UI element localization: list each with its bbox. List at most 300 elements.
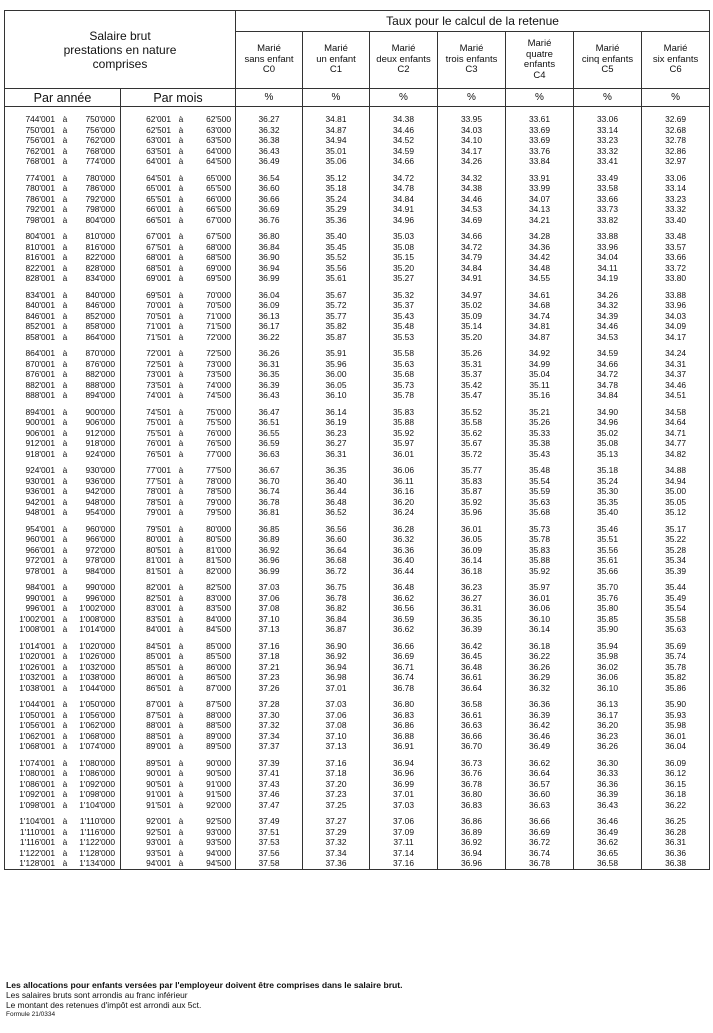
rate-c3: 35.09 (438, 311, 506, 322)
monthly-from: 90'001 (146, 768, 171, 778)
rate-c0: 37.53 (236, 837, 303, 848)
table-row (5, 566, 710, 577)
monthly-to: 82'500 (206, 582, 231, 592)
rate-c5: 34.46 (574, 321, 642, 332)
category-header-c6: Marié six enfants C6 (642, 32, 710, 89)
annual-to: 930'000 (85, 465, 115, 475)
rate-c1: 36.31 (303, 449, 370, 460)
range-separator: à (178, 661, 184, 672)
rate-c4: 34.92 (506, 348, 574, 359)
monthly-from: 81'001 (146, 555, 171, 565)
rate-c0: 36.38 (236, 135, 303, 146)
rate-c1: 36.10 (303, 390, 370, 401)
rate-c3: 36.31 (438, 603, 506, 614)
rate-c5: 35.30 (574, 486, 642, 497)
monthly-range (121, 273, 236, 284)
range-separator: à (62, 651, 68, 661)
annual-from: 1'110'001 (19, 826, 55, 837)
range-separator: à (178, 124, 184, 135)
rate-c3: 35.47 (438, 390, 506, 401)
annual-range (5, 476, 121, 487)
rate-c3: 35.87 (438, 486, 506, 497)
rate-c2: 37.11 (370, 837, 438, 848)
rate-c6: 33.14 (642, 183, 710, 194)
rate-c4: 35.59 (506, 486, 574, 497)
monthly-range (121, 741, 236, 752)
range-separator: à (62, 523, 68, 534)
monthly-range (121, 311, 236, 322)
rate-c4: 34.36 (506, 242, 574, 253)
annual-range (5, 816, 121, 827)
rate-c6: 33.57 (642, 242, 710, 253)
note-rounding-tax: Le montant des retenues d'impôt est arrondi aux 5ct. (6, 1000, 202, 1010)
rate-c4: 33.69 (506, 125, 574, 136)
rate-c4: 35.83 (506, 545, 574, 556)
rate-c0: 36.67 (236, 465, 303, 476)
monthly-range (121, 348, 236, 359)
rate-c1: 35.40 (303, 231, 370, 242)
rate-c4: 35.78 (506, 534, 574, 545)
rate-c4: 35.11 (506, 380, 574, 391)
rate-c0: 37.49 (236, 816, 303, 827)
monthly-range (121, 651, 236, 662)
rate-c4: 35.38 (506, 438, 574, 449)
rate-c0: 36.47 (236, 407, 303, 418)
annual-from: 744'001 (25, 114, 55, 124)
rate-c5: 34.26 (574, 290, 642, 301)
monthly-range (121, 215, 236, 226)
rate-c5: 36.49 (574, 827, 642, 838)
table-row (5, 497, 710, 508)
annual-range (5, 290, 121, 301)
rate-c5: 36.20 (574, 720, 642, 731)
rate-c6: 36.28 (642, 827, 710, 838)
rate-c0: 36.13 (236, 311, 303, 322)
annual-from: 852'001 (25, 321, 55, 331)
rate-c2: 35.15 (370, 252, 438, 263)
rate-c6: 34.58 (642, 407, 710, 418)
range-separator: à (178, 273, 184, 283)
rate-c2: 34.96 (370, 215, 438, 226)
range-separator: à (178, 438, 184, 448)
monthly-to: 84'500 (206, 624, 231, 634)
range-separator: à (178, 289, 184, 300)
annual-range (5, 321, 121, 332)
rate-c1: 36.87 (303, 624, 370, 635)
annual-range (5, 534, 121, 545)
annual-from: 810'001 (25, 241, 55, 252)
range-separator: à (62, 214, 68, 225)
rate-c1: 36.52 (303, 507, 370, 518)
monthly-from: 78'001 (146, 486, 171, 496)
rate-c1: 35.82 (303, 321, 370, 332)
footnotes (6, 980, 706, 1020)
rate-c5: 34.39 (574, 311, 642, 322)
rate-c5: 35.70 (574, 582, 642, 593)
rate-c3: 35.02 (438, 300, 506, 311)
rate-c3: 36.39 (438, 624, 506, 635)
rate-c4: 35.04 (506, 369, 574, 380)
rate-c0: 37.23 (236, 672, 303, 683)
annual-to: 1'014'000 (79, 624, 115, 634)
monthly-range (121, 534, 236, 545)
monthly-range (121, 800, 236, 811)
annual-from: 750'001 (25, 124, 55, 135)
annual-to: 936'000 (85, 475, 115, 486)
range-separator: à (62, 682, 68, 693)
monthly-from: 63'501 (146, 145, 171, 156)
rate-c4: 35.63 (506, 497, 574, 508)
rate-c2: 35.78 (370, 390, 438, 401)
table-row (5, 582, 710, 593)
rate-c4: 36.22 (506, 651, 574, 662)
annual-to: 852'000 (85, 310, 115, 321)
rate-c0: 36.74 (236, 486, 303, 497)
annual-from: 1'038'001 (19, 682, 55, 693)
annual-from: 1'122'001 (19, 847, 55, 858)
annual-to: 1'110'000 (79, 816, 115, 826)
rate-c3: 36.48 (438, 662, 506, 673)
annual-range (5, 204, 121, 215)
annual-from: 924'001 (25, 465, 55, 475)
rate-c2: 36.99 (370, 779, 438, 790)
rate-c5: 34.78 (574, 380, 642, 391)
annual-range (5, 827, 121, 838)
rate-c6: 32.69 (642, 114, 710, 125)
rate-c2: 35.97 (370, 438, 438, 449)
category-header-c1: Marié un enfant C1 (303, 32, 370, 89)
rate-c2: 37.14 (370, 848, 438, 859)
monthly-from: 63'001 (146, 135, 171, 145)
table-row (5, 390, 710, 401)
rate-c0: 36.51 (236, 417, 303, 428)
table-row (5, 779, 710, 790)
rate-c0: 36.96 (236, 555, 303, 566)
annual-to: 990'000 (85, 582, 115, 592)
rate-c3: 35.67 (438, 438, 506, 449)
rate-c4: 35.88 (506, 555, 574, 566)
rate-c3: 36.96 (438, 858, 506, 869)
rate-c3: 35.83 (438, 476, 506, 487)
rate-c0: 37.39 (236, 758, 303, 769)
monthly-range (121, 858, 236, 869)
rate-c5: 35.90 (574, 624, 642, 635)
rate-c0: 37.30 (236, 710, 303, 721)
annual-range (5, 465, 121, 476)
rate-c1: 37.08 (303, 720, 370, 731)
range-separator: à (62, 730, 68, 741)
rate-c2: 36.91 (370, 741, 438, 752)
rate-table-container (4, 10, 709, 870)
rate-c6: 33.88 (642, 290, 710, 301)
range-separator: à (62, 582, 68, 592)
rate-c3: 35.31 (438, 359, 506, 370)
range-separator: à (178, 826, 184, 837)
monthly-range (121, 555, 236, 566)
range-separator: à (178, 448, 184, 459)
rate-c6: 33.72 (642, 263, 710, 274)
annual-from: 978'001 (25, 565, 55, 576)
rate-c0: 36.99 (236, 273, 303, 284)
table-row (5, 449, 710, 460)
rate-c0: 37.16 (236, 641, 303, 652)
table-row (5, 125, 710, 136)
rate-c0: 36.92 (236, 545, 303, 556)
table-row (5, 242, 710, 253)
monthly-range (121, 156, 236, 167)
rate-c0: 37.10 (236, 614, 303, 625)
rate-c2: 36.24 (370, 507, 438, 518)
rate-c3: 35.72 (438, 449, 506, 460)
range-separator: à (62, 252, 68, 262)
monthly-range (121, 476, 236, 487)
table-row (5, 507, 710, 518)
range-separator: à (178, 262, 184, 273)
monthly-range (121, 566, 236, 577)
rate-c6: 34.88 (642, 465, 710, 476)
annual-to: 966'000 (85, 534, 115, 544)
rate-c4: 35.92 (506, 566, 574, 577)
annual-from: 996'001 (25, 603, 55, 613)
annual-from: 822'001 (25, 262, 55, 273)
rate-c0: 36.17 (236, 321, 303, 332)
monthly-to: 78'500 (206, 486, 231, 496)
rate-c3: 36.05 (438, 534, 506, 545)
range-separator: à (62, 427, 68, 438)
rate-c6: 35.22 (642, 534, 710, 545)
monthly-to: 75'500 (206, 417, 231, 427)
range-separator: à (62, 672, 68, 682)
rate-c1: 37.18 (303, 768, 370, 779)
rate-c2: 35.58 (370, 348, 438, 359)
annual-range (5, 380, 121, 391)
rate-c2: 36.94 (370, 758, 438, 769)
rate-c6: 35.82 (642, 672, 710, 683)
monthly-to: 70'000 (206, 289, 231, 300)
range-separator: à (178, 172, 184, 183)
range-separator: à (62, 406, 68, 417)
monthly-from: 76'501 (146, 448, 171, 459)
range-separator: à (178, 523, 184, 534)
rate-c2: 36.36 (370, 545, 438, 556)
monthly-to: 82'000 (206, 565, 231, 576)
range-separator: à (62, 640, 68, 651)
rate-c5: 36.46 (574, 816, 642, 827)
rate-c6: 35.54 (642, 603, 710, 614)
annual-from: 1'008'001 (19, 624, 55, 634)
rate-c1: 37.27 (303, 816, 370, 827)
rate-c5: 33.58 (574, 183, 642, 194)
range-separator: à (178, 231, 184, 241)
annual-range (5, 651, 121, 662)
annual-from: 942'001 (25, 496, 55, 507)
monthly-range (121, 359, 236, 370)
annual-range (5, 146, 121, 157)
annual-from: 864'001 (25, 348, 55, 358)
rate-c3: 34.79 (438, 252, 506, 263)
table-row (5, 710, 710, 721)
monthly-range (121, 624, 236, 635)
rate-c0: 36.22 (236, 332, 303, 343)
monthly-to: 74'000 (206, 379, 231, 390)
monthly-range (121, 263, 236, 274)
annual-from: 966'001 (25, 544, 55, 555)
rate-c4: 33.61 (506, 114, 574, 125)
annual-range (5, 263, 121, 274)
rate-c2: 36.96 (370, 768, 438, 779)
rate-c2: 36.32 (370, 534, 438, 545)
rate-c6: 33.06 (642, 173, 710, 184)
rate-c2: 34.59 (370, 146, 438, 157)
rate-c5: 35.94 (574, 641, 642, 652)
monthly-from: 87'501 (146, 709, 171, 720)
rate-c4: 36.63 (506, 800, 574, 811)
monthly-from: 62'001 (146, 114, 171, 124)
monthly-from: 70'501 (146, 310, 171, 321)
rate-c0: 36.43 (236, 146, 303, 157)
rate-c2: 36.20 (370, 497, 438, 508)
rate-c5: 34.90 (574, 407, 642, 418)
range-separator: à (178, 699, 184, 709)
annual-to: 1'026'000 (79, 651, 115, 661)
rate-c1: 35.87 (303, 332, 370, 343)
table-row (5, 837, 710, 848)
annual-to: 1'074'000 (79, 741, 115, 751)
table-row (5, 816, 710, 827)
annual-from: 906'001 (25, 427, 55, 438)
range-separator: à (62, 390, 68, 400)
annual-to: 1'122'000 (79, 837, 115, 847)
rate-c2: 35.43 (370, 311, 438, 322)
rate-c3: 36.64 (438, 683, 506, 694)
rate-c3: 36.35 (438, 614, 506, 625)
monthly-to: 86'500 (206, 672, 231, 682)
annual-from: 936'001 (25, 486, 55, 496)
monthly-from: 83'501 (146, 613, 171, 624)
rate-c5: 36.65 (574, 848, 642, 859)
monthly-range (121, 300, 236, 311)
monthly-range (121, 173, 236, 184)
range-separator: à (178, 193, 184, 204)
rate-c1: 36.84 (303, 614, 370, 625)
range-separator: à (62, 183, 68, 193)
category-header-c2: Marié deux enfants C2 (370, 32, 438, 89)
rate-c1: 37.25 (303, 800, 370, 811)
rate-c0: 37.43 (236, 779, 303, 790)
rate-c0: 37.03 (236, 582, 303, 593)
monthly-range (121, 332, 236, 343)
rate-c3: 36.63 (438, 720, 506, 731)
rate-c4: 35.21 (506, 407, 574, 418)
range-separator: à (62, 789, 68, 799)
percent-label: % (370, 89, 438, 107)
monthly-to: 79'500 (206, 507, 231, 517)
monthly-from: 73'501 (146, 379, 171, 390)
range-separator: à (62, 114, 68, 124)
monthly-range (121, 321, 236, 332)
range-separator: à (178, 417, 184, 427)
rate-c2: 34.38 (370, 114, 438, 125)
monthly-to: 87'000 (206, 682, 231, 693)
monthly-range (121, 465, 236, 476)
monthly-range (121, 242, 236, 253)
rate-c1: 36.40 (303, 476, 370, 487)
annual-from: 1'080'001 (19, 768, 55, 778)
rate-c0: 36.70 (236, 476, 303, 487)
range-separator: à (178, 496, 184, 507)
rate-c2: 36.78 (370, 683, 438, 694)
rate-c2: 36.01 (370, 449, 438, 460)
rate-c2: 37.16 (370, 858, 438, 869)
rate-c5: 35.35 (574, 497, 642, 508)
rate-c3: 36.18 (438, 566, 506, 577)
annual-from: 834'001 (25, 289, 55, 300)
rate-c6: 36.01 (642, 731, 710, 742)
rate-c5: 35.24 (574, 476, 642, 487)
annual-range (5, 789, 121, 800)
table-row (5, 290, 710, 301)
range-separator: à (178, 768, 184, 778)
annual-to: 906'000 (85, 417, 115, 427)
rate-c5: 34.11 (574, 263, 642, 274)
rate-c0: 37.51 (236, 827, 303, 838)
percent-label: % (574, 89, 642, 107)
annual-range (5, 768, 121, 779)
annual-to: 834'000 (85, 273, 115, 283)
range-separator: à (62, 613, 68, 624)
monthly-range (121, 672, 236, 683)
rate-c6: 35.49 (642, 593, 710, 604)
rate-c2: 36.11 (370, 476, 438, 487)
rate-c2: 34.46 (370, 125, 438, 136)
range-separator: à (178, 624, 184, 634)
rate-c1: 36.72 (303, 566, 370, 577)
rate-c6: 35.12 (642, 507, 710, 518)
rate-c2: 36.71 (370, 662, 438, 673)
rate-c4: 34.81 (506, 321, 574, 332)
rate-c2: 35.73 (370, 380, 438, 391)
range-separator: à (178, 720, 184, 730)
table-row (5, 417, 710, 428)
rate-c6: 35.44 (642, 582, 710, 593)
annual-from: 756'001 (25, 135, 55, 145)
monthly-from: 75'001 (146, 417, 171, 427)
rate-c5: 34.04 (574, 252, 642, 263)
monthly-to: 81'500 (206, 555, 231, 565)
range-separator: à (62, 534, 68, 544)
monthly-range (121, 545, 236, 556)
monthly-to: 66'500 (206, 204, 231, 214)
category-header-c3: Marié trois enfants C3 (438, 32, 506, 89)
range-separator: à (178, 406, 184, 417)
rate-c0: 37.37 (236, 741, 303, 752)
monthly-from: 85'501 (146, 661, 171, 672)
table-row (5, 173, 710, 184)
rate-c5: 36.36 (574, 779, 642, 790)
table-row (5, 321, 710, 332)
monthly-from: 74'501 (146, 406, 171, 417)
annual-to: 828'000 (85, 262, 115, 273)
annual-range (5, 332, 121, 343)
rate-c3: 36.61 (438, 672, 506, 683)
annual-from: 1'044'001 (19, 699, 55, 709)
range-separator: à (178, 390, 184, 400)
annual-range (5, 215, 121, 226)
annual-range (5, 273, 121, 284)
monthly-to: 70'500 (206, 300, 231, 310)
range-separator: à (62, 135, 68, 145)
monthly-to: 62'500 (206, 114, 231, 124)
